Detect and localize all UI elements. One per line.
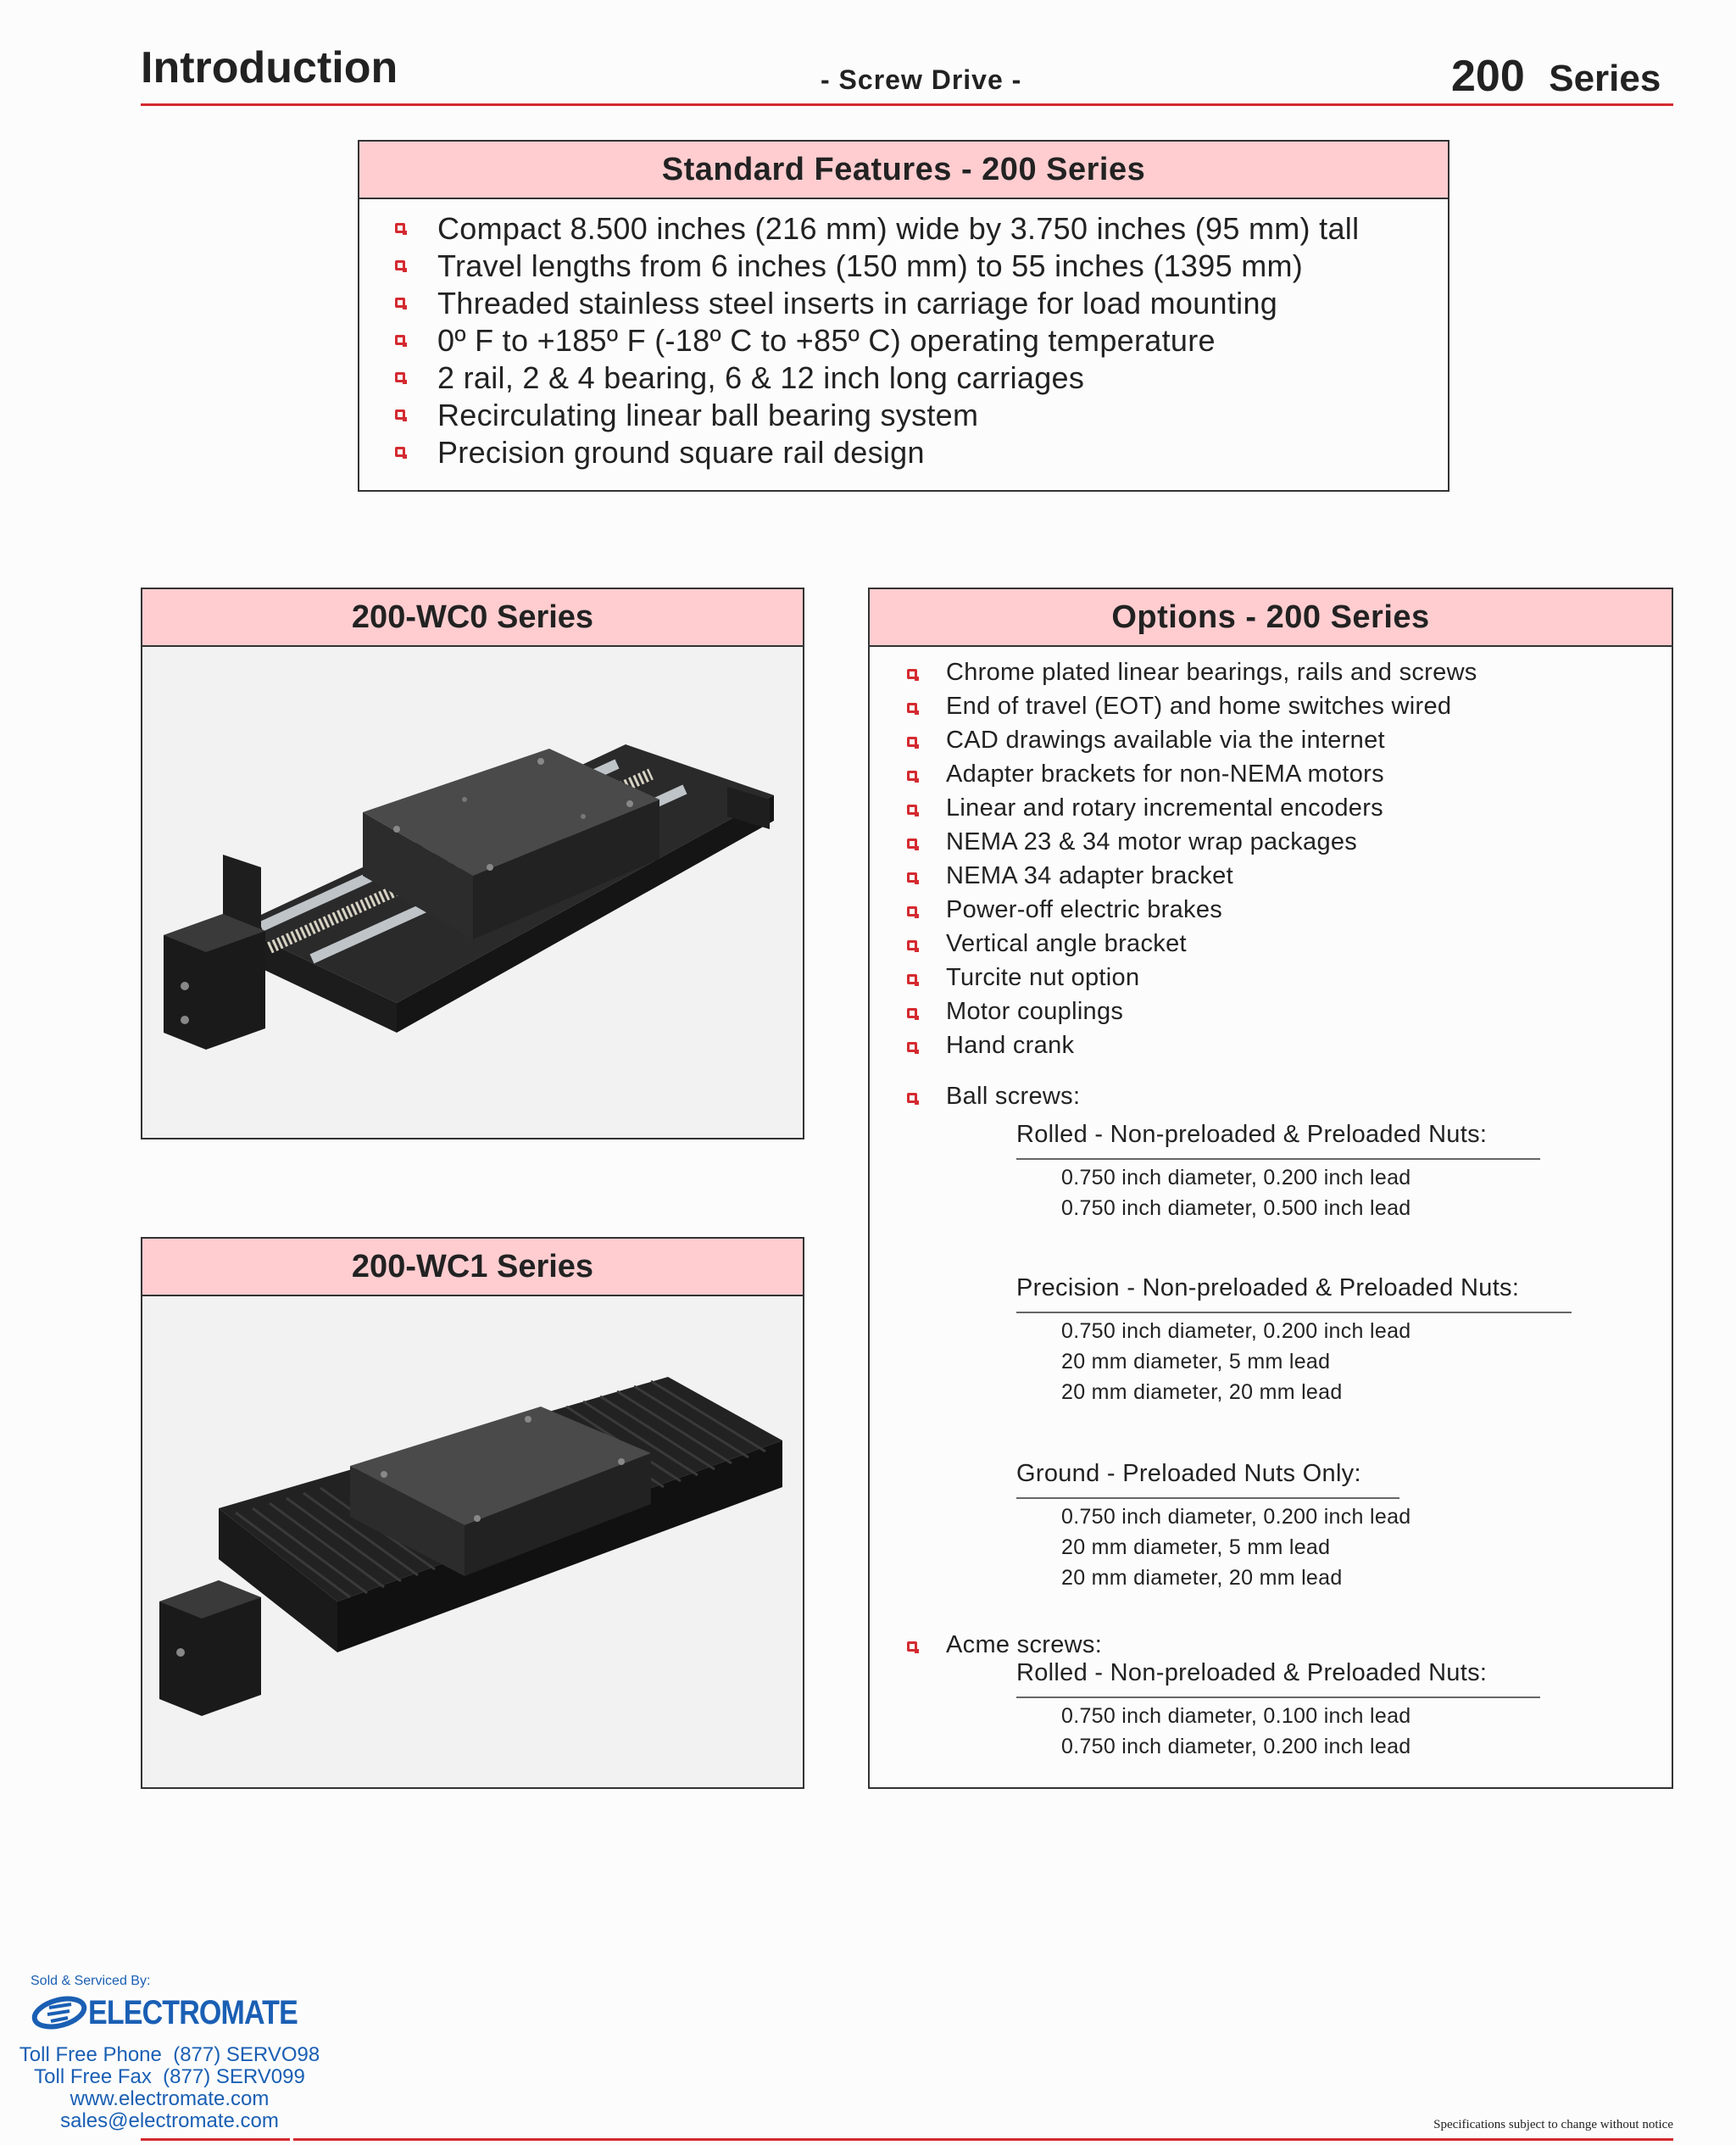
left-title: Introduction	[141, 43, 398, 92]
ball-precision-underline	[1016, 1312, 1572, 1313]
bullet-icon	[907, 1093, 917, 1103]
option-text: Power-off electric brakes	[946, 896, 1223, 923]
ball-screws-item	[907, 1083, 1653, 1117]
ball-rolled-underline	[1016, 1158, 1540, 1160]
bullet-icon	[395, 447, 405, 457]
ball-rolled-spec: 0.750 inch diameter, 0.200 inch lead	[1061, 1166, 1411, 1190]
option-text: Adapter brackets for non-NEMA motors	[946, 760, 1384, 788]
feature-item	[395, 248, 1438, 286]
bullet-icon	[907, 1641, 917, 1652]
phone-line: Toll Free Phone (877) SERVO98	[19, 2043, 320, 2066]
option-item	[907, 964, 1653, 998]
feature-item	[395, 323, 1438, 360]
bullet-icon	[907, 1008, 917, 1018]
ball-ground-spec: 20 mm diameter, 5 mm lead	[1061, 1535, 1331, 1559]
bullet-icon	[907, 838, 917, 849]
website-link[interactable]: www.electromate.com	[70, 2087, 270, 2110]
option-item	[907, 794, 1653, 828]
bullet-icon	[395, 260, 405, 270]
standard-features-list	[395, 211, 1438, 482]
ball-ground-heading: Ground - Preloaded Nuts Only:	[1016, 1460, 1361, 1487]
ball-precision-heading: Precision - Non-preloaded & Preloaded Nuts:	[1016, 1274, 1520, 1301]
option-item	[907, 896, 1653, 930]
feature-text: Compact 8.500 inches (216 mm) wide by 3.750 inches (95 mm) tall	[437, 211, 1360, 246]
bullet-icon	[907, 906, 917, 916]
wc1-box	[141, 1237, 804, 1789]
options-list	[907, 659, 1653, 1083]
feature-item	[395, 286, 1438, 323]
option-item	[907, 828, 1653, 862]
bullet-icon	[907, 940, 917, 950]
wc1-title: 200-WC1 Series	[142, 1239, 803, 1296]
distributor-block	[17, 1967, 339, 2137]
ball-rolled-spec: 0.750 inch diameter, 0.500 inch lead	[1061, 1196, 1411, 1220]
options-title: Options - 200 Series	[870, 589, 1672, 647]
bullet-icon	[907, 872, 917, 883]
bullet-icon	[907, 805, 917, 815]
spec-notice: Specifications subject to change without notice	[1433, 2118, 1673, 2131]
feature-item	[395, 435, 1438, 472]
bullet-icon	[395, 372, 405, 382]
series-heading	[1451, 51, 1661, 102]
bullet-icon	[907, 974, 917, 984]
acme-rolled-underline	[1016, 1696, 1540, 1698]
center-title: - Screw Drive -	[821, 64, 1022, 95]
bullet-icon	[395, 335, 405, 345]
options-box	[868, 588, 1673, 1789]
acme-rolled-spec: 0.750 inch diameter, 0.100 inch lead	[1061, 1704, 1411, 1728]
acme-rolled-heading: Rolled - Non-preloaded & Preloaded Nuts:	[1016, 1659, 1488, 1686]
sold-by-text: Sold & Serviced By:	[31, 1974, 151, 1988]
bullet-icon	[907, 737, 917, 747]
option-text: Linear and rotary incremental encoders	[946, 794, 1383, 822]
option-text: Chrome plated linear bearings, rails and screws	[946, 659, 1477, 686]
option-item	[907, 760, 1653, 794]
bullet-icon	[907, 1042, 917, 1052]
acme-rolled-spec: 0.750 inch diameter, 0.200 inch lead	[1061, 1735, 1411, 1758]
bullet-icon	[907, 669, 917, 679]
option-item	[907, 659, 1653, 693]
feature-item	[395, 211, 1438, 248]
feature-text: 2 rail, 2 & 4 bearing, 6 & 12 inch long carriages	[437, 360, 1085, 395]
bullet-icon	[395, 410, 405, 420]
header-rule	[141, 103, 1673, 106]
wc0-product-image	[142, 647, 803, 1138]
feature-text: 0º F to +185º F (-18º C to +85º C) operating temperature	[437, 323, 1216, 358]
fax-line: Toll Free Fax (877) SERV099	[34, 2065, 305, 2088]
standard-features-box	[358, 140, 1449, 492]
option-text: CAD drawings available via the internet	[946, 727, 1385, 754]
ball-precision-spec: 20 mm diameter, 5 mm lead	[1061, 1350, 1331, 1373]
bullet-icon	[907, 771, 917, 781]
ball-ground-underline	[1016, 1497, 1399, 1499]
ball-ground-spec: 20 mm diameter, 20 mm lead	[1061, 1566, 1343, 1590]
feature-text: Recirculating linear ball bearing system	[437, 398, 979, 432]
option-text: End of travel (EOT) and home switches wired	[946, 693, 1452, 720]
ball-rolled-heading: Rolled - Non-preloaded & Preloaded Nuts:	[1016, 1121, 1488, 1148]
footer-rule-left	[141, 2138, 290, 2141]
electromate-swoosh-icon	[31, 1992, 95, 2030]
electromate-logo	[31, 1991, 336, 2033]
feature-item	[395, 398, 1438, 435]
footer-rule-right	[293, 2138, 1673, 2141]
brand-name: ELECTROMATE	[88, 1994, 298, 2031]
bullet-icon	[907, 703, 917, 713]
bullet-icon	[395, 223, 405, 233]
feature-item	[395, 360, 1438, 398]
option-text: Motor couplings	[946, 998, 1124, 1025]
ball-screws-label: Ball screws:	[946, 1083, 1081, 1110]
wc0-title: 200-WC0 Series	[142, 589, 803, 647]
option-text: Hand crank	[946, 1032, 1075, 1059]
series-word: Series	[1549, 58, 1661, 99]
bullet-icon	[395, 298, 405, 308]
option-item	[907, 862, 1653, 896]
feature-text: Threaded stainless steel inserts in carriage for load mounting	[437, 286, 1278, 320]
option-text: NEMA 34 adapter bracket	[946, 862, 1233, 889]
option-item	[907, 930, 1653, 964]
option-text: Vertical angle bracket	[946, 930, 1187, 957]
wc1-product-image	[142, 1296, 803, 1787]
option-item	[907, 998, 1653, 1032]
option-text: NEMA 23 & 34 motor wrap packages	[946, 828, 1358, 855]
acme-screws-label: Acme screws:	[946, 1631, 1103, 1658]
standard-features-title: Standard Features - 200 Series	[359, 142, 1448, 199]
email-link[interactable]: sales@electromate.com	[60, 2109, 279, 2132]
page-header	[0, 0, 1736, 119]
ball-ground-spec: 0.750 inch diameter, 0.200 inch lead	[1061, 1505, 1411, 1529]
option-item	[907, 1032, 1653, 1066]
ball-precision-spec: 0.750 inch diameter, 0.200 inch lead	[1061, 1319, 1411, 1343]
feature-text: Travel lengths from 6 inches (150 mm) to 55 inches (1395 mm)	[437, 248, 1304, 283]
series-number: 200	[1451, 52, 1525, 101]
feature-text: Precision ground square rail design	[437, 435, 925, 470]
wc0-box	[141, 588, 804, 1139]
option-item	[907, 693, 1653, 727]
option-item	[907, 727, 1653, 760]
ball-precision-spec: 20 mm diameter, 20 mm lead	[1061, 1380, 1343, 1404]
option-text: Turcite nut option	[946, 964, 1140, 991]
